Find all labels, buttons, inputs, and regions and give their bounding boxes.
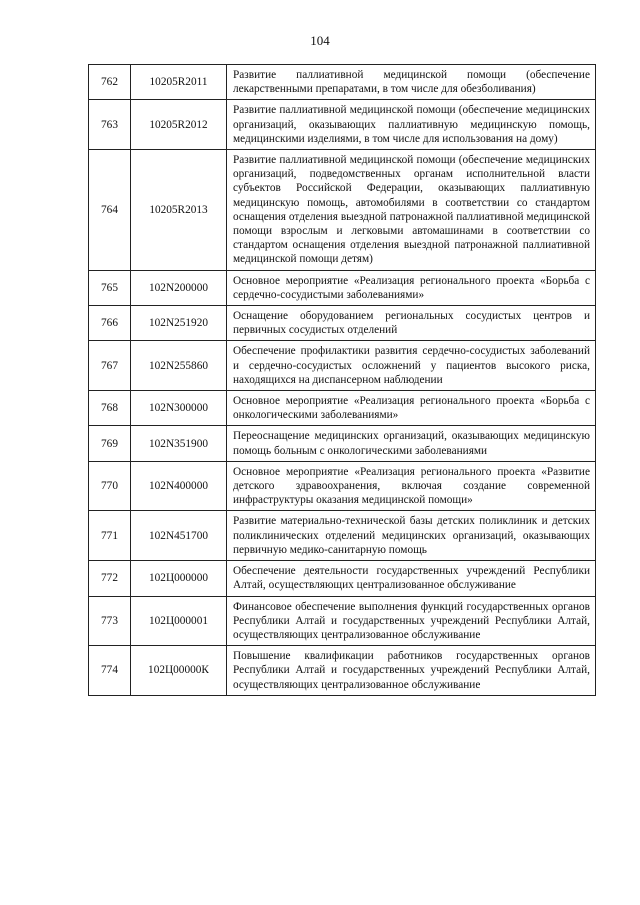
row-description: Основное мероприятие «Реализация регионального проекта «Борьба с сердечно-сосудистыми заболеваниями»	[227, 270, 596, 305]
row-number: 772	[89, 561, 131, 596]
row-number: 762	[89, 65, 131, 100]
row-code: 102N300000	[131, 391, 227, 426]
row-description: Обеспечение деятельности государственных учреждений Республики Алтай, осуществляющих централизованное обслуживание	[227, 561, 596, 596]
row-number: 766	[89, 306, 131, 341]
table-row	[89, 65, 596, 100]
row-code: 102Ц00000К	[131, 646, 227, 696]
row-number: 764	[89, 150, 131, 271]
row-description: Развитие материально-технической базы детских поликлиник и детских поликлинических отделений медицинских организаций, оказывающих первичную медико-санитарную помощь	[227, 511, 596, 561]
row-description: Обеспечение профилактики развития сердечно-сосудистых заболеваний и сердечно-сосудистых осложнений у пациентов высокого риска, находящихся на диспансерном наблюдении	[227, 341, 596, 391]
row-number: 763	[89, 100, 131, 150]
table-row	[89, 561, 596, 596]
row-description: Повышение квалификации работников государственных органов Республики Алтай и государственных учреждений Республики Алтай, осуществляющих централизованное обслуживание	[227, 646, 596, 696]
row-code: 102Ц000000	[131, 561, 227, 596]
row-number: 769	[89, 426, 131, 461]
table-row	[89, 270, 596, 305]
row-number: 773	[89, 596, 131, 646]
table-row	[89, 461, 596, 511]
row-description: Развитие паллиативной медицинской помощи (обеспечение медицинских организаций, подведомственных органам исполнительной власти субъектов Российской Федерации, оказывающих паллиативную медицинскую помощь, автомобилями в соответствии со стандартом оснащения отделения выездной патронажной паллиативной медицинской помощи взрослым и легковыми автомашинами в соответствии со стандартом оснащения отделения выездной патронажной паллиативной медицинской помощи детям)	[227, 150, 596, 271]
table-row	[89, 391, 596, 426]
table-row	[89, 150, 596, 271]
row-description: Основное мероприятие «Реализация регионального проекта «Борьба с онкологическими заболеваниями»	[227, 391, 596, 426]
row-code: 102N200000	[131, 270, 227, 305]
row-description: Развитие паллиативной медицинской помощи (обеспечение лекарственными препаратами, в том числе для обезболивания)	[227, 65, 596, 100]
row-code: 102N251920	[131, 306, 227, 341]
table-row	[89, 511, 596, 561]
row-number: 767	[89, 341, 131, 391]
row-code: 10205R2012	[131, 100, 227, 150]
table-row	[89, 596, 596, 646]
row-code: 10205R2013	[131, 150, 227, 271]
row-number: 770	[89, 461, 131, 511]
budget-codes-table	[88, 64, 596, 696]
row-code: 10205R2011	[131, 65, 227, 100]
table-row	[89, 646, 596, 696]
row-description: Оснащение оборудованием региональных сосудистых центров и первичных сосудистых отделений	[227, 306, 596, 341]
row-code: 102Ц000001	[131, 596, 227, 646]
row-description: Развитие паллиативной медицинской помощи (обеспечение медицинских организаций, оказывающих паллиативную медицинскую помощь, медицинскими изделиями, в том числе для использования на дому)	[227, 100, 596, 150]
row-number: 771	[89, 511, 131, 561]
table-row	[89, 426, 596, 461]
row-code: 102N255860	[131, 341, 227, 391]
row-number: 774	[89, 646, 131, 696]
table-row	[89, 341, 596, 391]
row-code: 102N400000	[131, 461, 227, 511]
row-code: 102N351900	[131, 426, 227, 461]
row-description: Финансовое обеспечение выполнения функций государственных органов Республики Алтай и государственных учреждений Республики Алтай, осуществляющих централизованное обслуживание	[227, 596, 596, 646]
table-row	[89, 306, 596, 341]
row-number: 768	[89, 391, 131, 426]
row-description: Основное мероприятие «Реализация регионального проекта «Развитие детского здравоохранения, включая создание современной инфраструктуры оказания медицинской помощи»	[227, 461, 596, 511]
row-number: 765	[89, 270, 131, 305]
row-description: Переоснащение медицинских организаций, оказывающих медицинскую помощь больным с онкологическими заболеваниями	[227, 426, 596, 461]
table-row	[89, 100, 596, 150]
page-number: 104	[310, 33, 330, 48]
row-code: 102N451700	[131, 511, 227, 561]
